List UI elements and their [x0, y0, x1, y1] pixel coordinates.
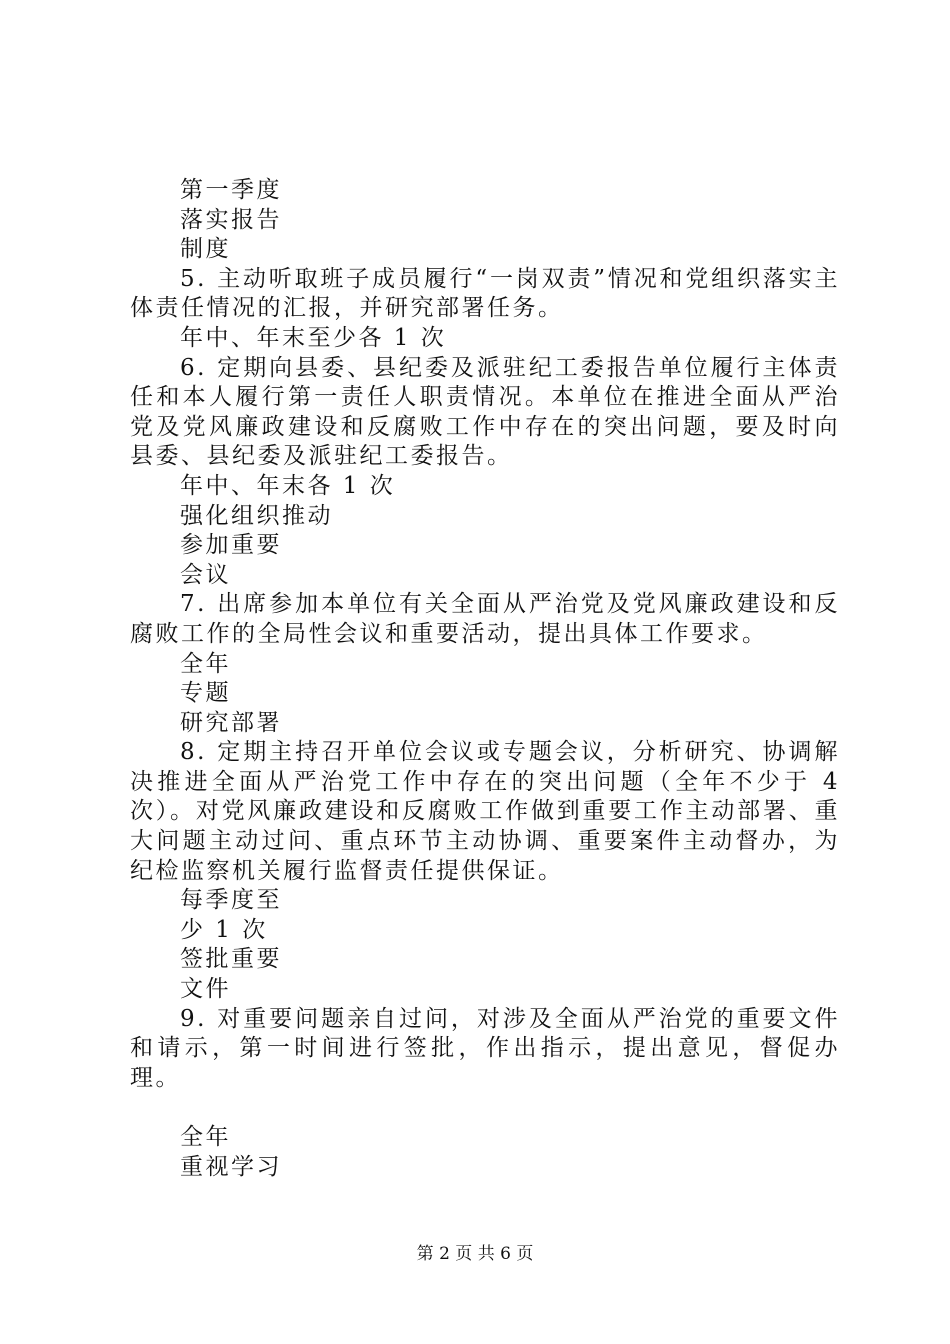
text-line: 全年 — [180, 1124, 231, 1150]
text-line: 文件 — [180, 976, 231, 1003]
paragraph-item-5: 5. 主动听取班子成员履行“一岗双责”情况和党组织落实主体责任情况的汇报，并研究部署任务。 — [130, 265, 840, 322]
text-line: 年中、年末各 1 次 — [180, 472, 396, 499]
text-line: 强化组织推动 — [180, 502, 333, 529]
paragraph-item-6: 6. 定期向县委、县纪委及派驻纪工委报告单位履行主体责任和本人履行第一责任人职责情况。本单位在推进全面从严治党及党风廉政建设和反腐败工作中存在的突出问题，要及时向县委、县纪委及派驻纪工委报告。 — [130, 354, 840, 470]
blank-line — [130, 1093, 840, 1123]
text-line: 会议 — [180, 561, 231, 588]
text-line: 少 1 次 — [180, 916, 268, 943]
text-line: 重视学习 — [180, 1153, 282, 1180]
text-line: 落实报告 — [180, 206, 282, 233]
page-number-label: 第 2 页 共 6 页 — [416, 1244, 534, 1264]
text-line: 全年 — [180, 650, 231, 677]
text-line: 参加重要 — [180, 532, 282, 559]
paragraph-item-9: 9. 对重要问题亲自过问，对涉及全面从严治党的重要文件和请示，第一时间进行签批，作出指示，提出意见，督促办理。 — [130, 1005, 840, 1091]
text-line: 年中、年末至少各 1 次 — [180, 324, 447, 351]
document-body — [130, 176, 840, 1182]
text-line: 研究部署 — [180, 709, 282, 736]
text-line: 签批重要 — [180, 946, 282, 973]
text-line: 制度 — [180, 236, 231, 263]
text-line: 专题 — [180, 680, 231, 707]
page-footer — [0, 1244, 950, 1264]
paragraph-item-7: 7. 出席参加本单位有关全面从严治党及党风廉政建设和反腐败工作的全局性会议和重要活动，提出具体工作要求。 — [130, 591, 840, 647]
paragraph-item-8: 8. 定期主持召开单位会议或专题会议，分析研究、协调解决推进全面从严治党工作中存在的突出问题（全年不少于 4 次）。对党风廉政建设和反腐败工作做到重要工作主动部署、重大问题主动过问、重点环节主动协调、重要案件主动督办，为纪检监察机关履行监督责任提供保证。 — [130, 739, 840, 884]
text-line: 第一季度 — [180, 177, 282, 203]
text-line: 每季度至 — [180, 887, 282, 914]
